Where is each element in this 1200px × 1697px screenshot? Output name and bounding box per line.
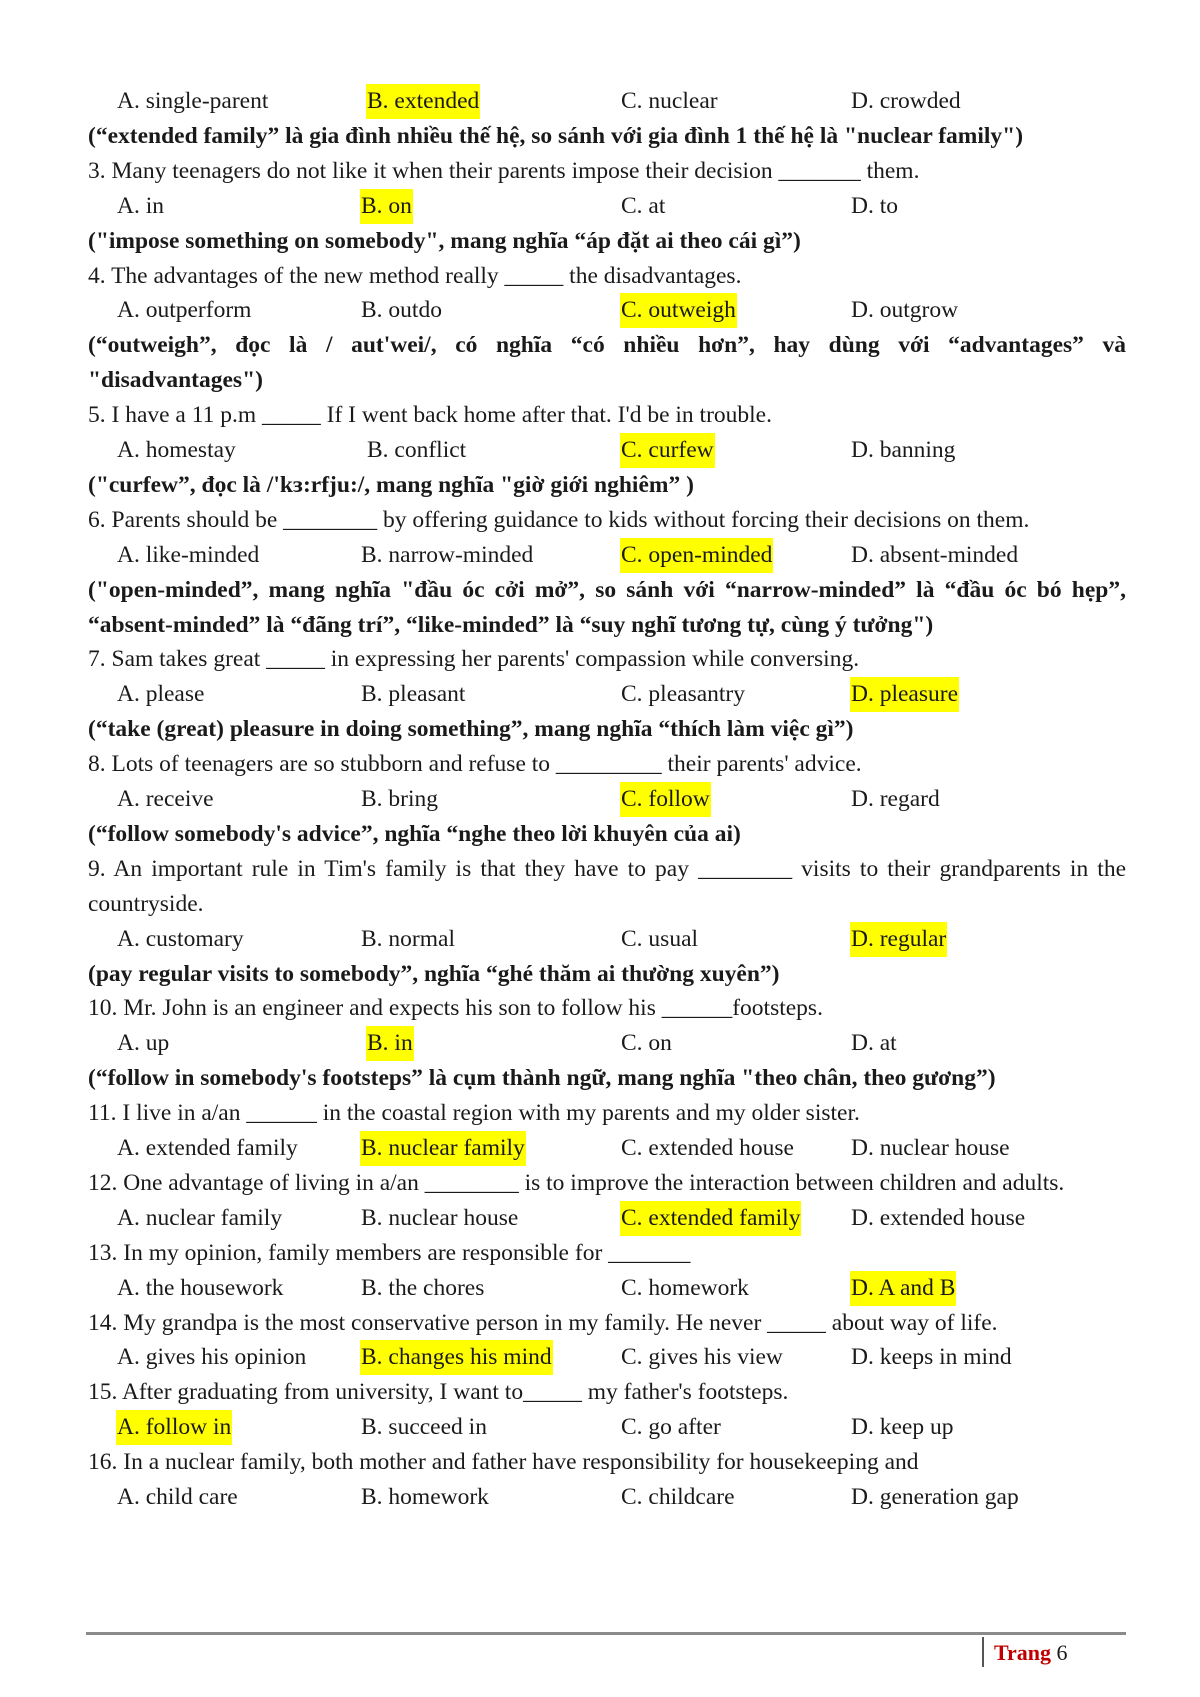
answer-explanation: (“extended family” là gia đình nhiều thế hệ, so sánh với gia đình 1 thế hệ là "nuclear family")	[88, 122, 1024, 149]
answer-option: A. like-minded	[117, 541, 260, 568]
answer-option: D. keep up	[851, 1414, 954, 1441]
page-footer	[994, 1640, 1068, 1666]
answer-option: B. conflict	[367, 437, 467, 464]
question-text: 5. I have a 11 p.m _____ If I went back home after that. I'd be in trouble.	[88, 402, 772, 429]
answer-option: B. normal	[361, 925, 455, 952]
answer-option: A. single-parent	[117, 88, 269, 114]
question-text: 11. I live in a/an ______ in the coastal region with my parents and my older sister.	[88, 1100, 860, 1127]
question-text: 7. Sam takes great _____ in expressing her parents' compassion while conversing.	[88, 646, 860, 673]
answer-option: D. outgrow	[851, 297, 959, 324]
worksheet-page	[88, 84, 1126, 1515]
answer-explanation: ("impose something on somebody", mang nghĩa “áp đặt ai theo cái gì”)	[88, 227, 801, 254]
answer-option: A. homestay	[117, 437, 236, 464]
answer-option-correct: C. extended family	[620, 1201, 801, 1236]
answer-option-correct: D. regular	[850, 922, 947, 957]
answer-option: C. pleasantry	[621, 681, 745, 708]
answer-option: C. go after	[621, 1414, 721, 1441]
answer-option: C. nuclear	[621, 88, 718, 114]
answer-options	[88, 1271, 1126, 1306]
answer-option-correct: D. pleasure	[850, 677, 959, 712]
question-text: 8. Lots of teenagers are so stubborn and refuse to _________ their parents' advice.	[88, 751, 862, 778]
answer-option: D. banning	[851, 437, 956, 464]
answer-option: D. at	[851, 1030, 897, 1057]
answer-options	[88, 1480, 1126, 1515]
answer-option-correct: C. outweigh	[620, 293, 737, 328]
footer-page-label: Trang	[994, 1640, 1052, 1665]
answer-option: A. in	[117, 192, 164, 219]
answer-option: B. nuclear house	[361, 1204, 519, 1231]
question-text: 14. My grandpa is the most conservative person in my family. He never _____ about way of life.	[88, 1309, 998, 1336]
answer-option: A. outperform	[117, 297, 252, 324]
question-text: 10. Mr. John is an engineer and expects his son to follow his ______footsteps.	[88, 995, 823, 1022]
answer-option: D. regard	[851, 786, 940, 813]
answer-option: B. homework	[361, 1484, 489, 1511]
answer-option: A. nuclear family	[117, 1204, 283, 1231]
answer-option: C. gives his view	[621, 1344, 783, 1371]
answer-options	[88, 1410, 1126, 1445]
answer-options	[88, 189, 1126, 224]
answer-explanation: (“follow somebody's advice”, nghĩa “nghe theo lời khuyên của ai)	[88, 820, 741, 847]
answer-option-correct: B. changes his mind	[360, 1340, 553, 1375]
answer-option-correct: A. follow in	[116, 1410, 232, 1445]
answer-option: B. outdo	[361, 297, 442, 324]
answer-option: C. on	[621, 1030, 672, 1057]
answer-options	[88, 922, 1126, 957]
answer-option: D. generation gap	[851, 1484, 1019, 1511]
answer-options	[88, 677, 1126, 712]
question-text: 9. An important rule in Tim's family is that they have to pay ________ visits to their grandparents in the countryside.	[88, 855, 1126, 917]
answer-option: C. extended house	[621, 1135, 794, 1162]
answer-explanation: (“outweigh”, đọc là / aut'wei/, có nghĩa “có nhiều hơn”, hay dùng với “advantages” và "disadvantages")	[88, 332, 1126, 394]
answer-options	[88, 1201, 1126, 1236]
answer-option: C. at	[621, 192, 666, 219]
answer-option: B. succeed in	[361, 1414, 487, 1441]
answer-option: D. extended house	[851, 1204, 1026, 1231]
footer-page-number: 6	[1056, 1640, 1068, 1665]
answer-options	[88, 1026, 1126, 1061]
answer-option-correct: C. open-minded	[620, 538, 773, 573]
answer-option: D. absent-minded	[851, 541, 1019, 568]
answer-option: C. usual	[621, 925, 699, 952]
footer-divider	[86, 1632, 1126, 1635]
question-text: 4. The advantages of the new method really _____ the disadvantages.	[88, 262, 742, 289]
answer-option: C. childcare	[621, 1484, 735, 1511]
answer-option: D. keeps in mind	[851, 1344, 1012, 1371]
answer-option: A. extended family	[117, 1135, 298, 1162]
answer-options	[88, 293, 1126, 328]
answer-option: A. child care	[117, 1484, 238, 1511]
answer-option-correct: B. nuclear family	[360, 1131, 526, 1166]
answer-option-correct: B. in	[366, 1026, 414, 1061]
answer-options	[88, 538, 1126, 573]
question-text: 16. In a nuclear family, both mother and father have responsibility for housekeeping and	[88, 1449, 919, 1476]
answer-option: B. narrow-minded	[361, 541, 534, 568]
answer-option: B. pleasant	[361, 681, 466, 708]
answer-options	[88, 84, 1126, 119]
answer-options	[88, 1340, 1126, 1375]
answer-option: D. crowded	[851, 88, 961, 114]
answer-option-correct: B. extended	[366, 84, 480, 119]
answer-option-correct: D. A and B	[850, 1271, 956, 1306]
answer-option-correct: B. on	[360, 189, 413, 224]
answer-option-correct: C. follow	[620, 782, 711, 817]
question-text: 12. One advantage of living in a/an ________ is to improve the interaction between children and adults.	[88, 1169, 1065, 1196]
question-text: 15. After graduating from university, I want to_____ my father's footsteps.	[88, 1379, 789, 1406]
answer-option: C. homework	[621, 1274, 749, 1301]
answer-options	[88, 1131, 1126, 1166]
answer-option: A. receive	[117, 786, 214, 813]
answer-options	[88, 782, 1126, 817]
answer-option: A. gives his opinion	[117, 1344, 307, 1371]
question-text: 13. In my opinion, family members are responsible for _______	[88, 1239, 691, 1266]
answer-option: B. the chores	[361, 1274, 485, 1301]
answer-option: A. customary	[117, 925, 244, 952]
answer-explanation: (“take (great) pleasure in doing something”, mang nghĩa “thích làm việc gì”)	[88, 716, 854, 743]
answer-explanation: (“follow in somebody's footsteps” là cụm thành ngữ, mang nghĩa "theo chân, theo gương”)	[88, 1065, 996, 1092]
answer-explanation: ("open-minded”, mang nghĩa "đầu óc cởi mở”, so sánh với “narrow-minded” là “đầu óc bó hẹp”, “absent-minded” là “đãng trí”, “like-minded” là “suy nghĩ tương tự, cùng ý tưởng")	[88, 576, 1126, 638]
answer-option: A. please	[117, 681, 205, 708]
answer-option: B. bring	[361, 786, 439, 813]
footer-separator	[982, 1637, 984, 1667]
question-text: 3. Many teenagers do not like it when their parents impose their decision _______ them.	[88, 157, 920, 184]
answer-explanation: (pay regular visits to somebody”, nghĩa “ghé thăm ai thường xuyên”)	[88, 960, 780, 987]
answer-option: D. nuclear house	[851, 1135, 1010, 1162]
answer-options	[88, 433, 1126, 468]
answer-option-correct: C. curfew	[620, 433, 715, 468]
answer-explanation: ("curfew”, đọc là /'kɜ:rfju:/, mang nghĩa "giờ giới nghiêm” )	[88, 471, 694, 498]
answer-option: A. up	[117, 1030, 170, 1057]
question-text: 6. Parents should be ________ by offering guidance to kids without forcing their decisions on them.	[88, 506, 1030, 533]
answer-option: D. to	[851, 192, 898, 219]
answer-option: A. the housework	[117, 1274, 284, 1301]
